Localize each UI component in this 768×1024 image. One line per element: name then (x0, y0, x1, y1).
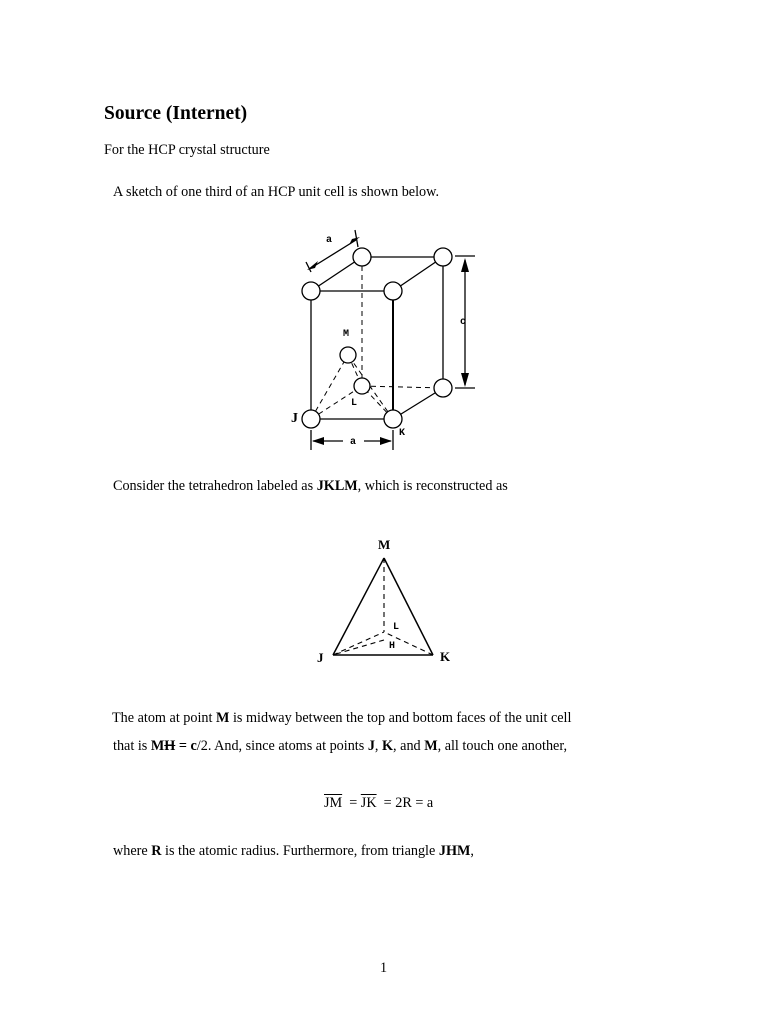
label-a-top: a (326, 235, 333, 246)
arrowhead (380, 437, 392, 445)
segment-jk: $\overline{JK}$ (360, 795, 377, 811)
page-heading: Source (Internet) (104, 103, 248, 124)
consider-bold: JKLM (316, 478, 358, 494)
atom-l (354, 378, 370, 394)
consider-before: Consider the tetrahedron labeled as (113, 478, 317, 494)
hidden-edge (362, 386, 443, 388)
intro-text: A sketch of one third of an HCP unit cell is shown below. (113, 184, 440, 200)
tetra-edge (333, 558, 384, 655)
label-k: K (399, 428, 406, 439)
equation-line: $\overline{JM} = \overline{JK} = 2R = a$ (324, 795, 434, 811)
atom (353, 248, 371, 266)
tetra-edge (311, 355, 348, 419)
page-number: 1 (380, 960, 388, 976)
paragraph-line-1: The atom at point M is midway between the top and bottom faces of the unit cell (112, 710, 572, 726)
atom-m (340, 347, 356, 363)
where-text: where R is the atomic radius. Furthermore, from triangle JHM, (113, 843, 474, 859)
atom (434, 379, 452, 397)
label-l: L (351, 398, 358, 409)
atom (434, 248, 452, 266)
consider-text (113, 478, 508, 495)
atom (384, 282, 402, 300)
tetra-label-j: J (317, 650, 324, 665)
segment-jm: $\overline{JM}$ (324, 795, 343, 811)
paragraph-line-2: that is MH = c/2. And, since atoms at points J, K, and M, all touch one another, (113, 738, 568, 754)
tetra-hidden-edge (336, 640, 384, 654)
label-m: M (343, 329, 350, 340)
arrowhead (349, 237, 360, 245)
atom-j (302, 410, 320, 428)
dimension-tick (306, 262, 311, 272)
tetra-label-k: K (440, 649, 451, 664)
tetra-label-l: L (393, 622, 400, 633)
label-c: c (460, 317, 467, 328)
label-j: J (291, 411, 298, 426)
arrowhead (312, 437, 324, 445)
consider-after: , which is reconstructed as (357, 478, 508, 494)
tetrahedron-figure (310, 534, 460, 670)
hcp-unit-cell-figure (280, 222, 480, 454)
dimension-line-a-top (311, 240, 356, 268)
tetra-hidden-edge (333, 632, 384, 655)
atom-k (384, 410, 402, 428)
arrowhead (461, 258, 469, 272)
label-a-bottom: a (350, 437, 357, 448)
arrowhead (461, 373, 469, 387)
subtitle-text: For the HCP crystal structure (104, 142, 270, 158)
tetra-label-h: H (389, 641, 396, 652)
atom (302, 282, 320, 300)
tetra-label-m: M (378, 537, 391, 552)
